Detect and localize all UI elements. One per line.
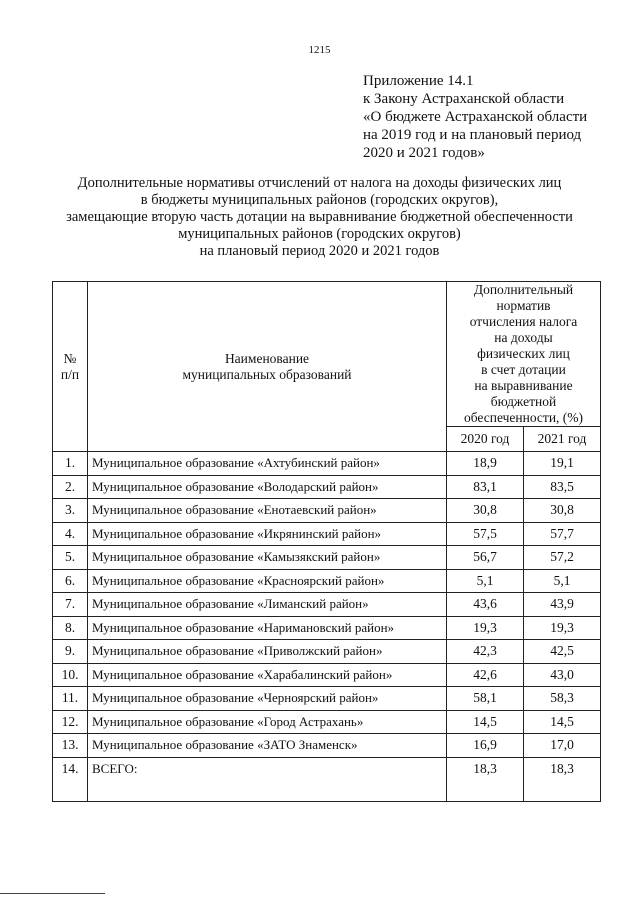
- row-name: Муниципальное образование «Приволжский район»: [88, 640, 447, 664]
- row-value-2020: 14,5: [447, 710, 524, 734]
- row-value-2020: 56,7: [447, 546, 524, 570]
- row-number: 5.: [53, 546, 88, 570]
- footer-divider: [0, 893, 105, 894]
- appendix-line: к Закону Астраханской области: [363, 91, 565, 107]
- title-line: Дополнительные нормативы отчислений от налога на доходы физических лиц: [77, 175, 562, 191]
- table-row: [53, 663, 601, 687]
- header-norm-line: физических лиц: [477, 346, 570, 361]
- table-row: [53, 734, 601, 758]
- table-row: [53, 452, 601, 476]
- table-row: [53, 710, 601, 734]
- row-value-2021: 19,3: [524, 616, 601, 640]
- header-name-line: муниципальных образований: [182, 366, 352, 382]
- header-number: [53, 282, 88, 452]
- header-year-2021: 2021 год: [524, 427, 601, 452]
- header-norm-line: норматив: [496, 298, 551, 313]
- row-name: Муниципальное образование «Володарский район»: [88, 475, 447, 499]
- row-value-2021: 14,5: [524, 710, 601, 734]
- row-name: Муниципальное образование «ЗАТО Знаменск»: [88, 734, 447, 758]
- table-row: [53, 499, 601, 523]
- table-row: [53, 546, 601, 570]
- header-norm-line: в счет дотации: [481, 362, 566, 377]
- row-value-2020: 18,9: [447, 452, 524, 476]
- row-value-2021: 30,8: [524, 499, 601, 523]
- row-number: 8.: [53, 616, 88, 640]
- row-value-2021: 19,1: [524, 452, 601, 476]
- table-row: [53, 593, 601, 617]
- row-value-2020: 83,1: [447, 475, 524, 499]
- row-value-2020: 42,6: [447, 663, 524, 687]
- row-number: 1.: [53, 452, 88, 476]
- row-name: Муниципальное образование «Харабалинский район»: [88, 663, 447, 687]
- row-number: 12.: [53, 710, 88, 734]
- title-line: замещающие вторую часть дотации на выравнивание бюджетной обеспеченности: [66, 209, 573, 225]
- header-number-line: №: [63, 350, 77, 366]
- header-year-2020: 2020 год: [447, 427, 524, 452]
- norms-table: [52, 281, 601, 802]
- total-number: 14.: [53, 757, 88, 801]
- title-line: на плановый период 2020 и 2021 годов: [199, 243, 440, 259]
- row-number: 13.: [53, 734, 88, 758]
- appendix-line: Приложение 14.1: [363, 73, 474, 89]
- header-norm-line: на доходы: [494, 330, 553, 345]
- row-value-2021: 43,0: [524, 663, 601, 687]
- header-name-line: Наименование: [224, 350, 310, 366]
- row-number: 10.: [53, 663, 88, 687]
- appendix-line: 2020 и 2021 годов»: [363, 145, 485, 161]
- row-value-2021: 57,7: [524, 522, 601, 546]
- header-norm-line: обеспеченности, (%): [463, 410, 584, 425]
- row-name: Муниципальное образование «Енотаевский район»: [88, 499, 447, 523]
- row-value-2021: 17,0: [524, 734, 601, 758]
- header-norm-line: отчисления налога: [469, 314, 578, 329]
- row-value-2021: 57,2: [524, 546, 601, 570]
- table-row: [53, 475, 601, 499]
- row-value-2021: 58,3: [524, 687, 601, 711]
- title-line: муниципальных районов (городских округов): [178, 226, 461, 242]
- row-number: 6.: [53, 569, 88, 593]
- row-number: 7.: [53, 593, 88, 617]
- row-value-2020: 58,1: [447, 687, 524, 711]
- row-value-2021: 42,5: [524, 640, 601, 664]
- row-name: Муниципальное образование «Лиманский район»: [88, 593, 447, 617]
- header-name: [88, 282, 447, 452]
- row-name: Муниципальное образование «Камызякский район»: [88, 546, 447, 570]
- appendix-line: «О бюджете Астраханской области: [363, 109, 588, 125]
- table-row: [53, 569, 601, 593]
- row-name: Муниципальное образование «Наримановский район»: [88, 616, 447, 640]
- table-row: [53, 522, 601, 546]
- table-row: [53, 640, 601, 664]
- row-value-2020: 5,1: [447, 569, 524, 593]
- total-value-2021: 18,3: [524, 757, 601, 801]
- total-row: [53, 757, 601, 801]
- total-value-2020: 18,3: [447, 757, 524, 801]
- title-line: в бюджеты муниципальных районов (городских округов),: [140, 192, 499, 208]
- row-value-2020: 42,3: [447, 640, 524, 664]
- row-number: 9.: [53, 640, 88, 664]
- row-value-2020: 30,8: [447, 499, 524, 523]
- row-name: Муниципальное образование «Ахтубинский район»: [88, 452, 447, 476]
- row-number: 2.: [53, 475, 88, 499]
- header-norm-line: на выравнивание: [474, 378, 573, 393]
- total-label: ВСЕГО:: [88, 757, 447, 801]
- row-name: Муниципальное образование «Город Астрахань»: [88, 710, 447, 734]
- table-row: [53, 616, 601, 640]
- row-name: Муниципальное образование «Черноярский район»: [88, 687, 447, 711]
- row-value-2021: 83,5: [524, 475, 601, 499]
- row-number: 4.: [53, 522, 88, 546]
- header-number-line: п/п: [60, 366, 80, 382]
- page-number: 1215: [308, 44, 331, 56]
- row-value-2021: 5,1: [524, 569, 601, 593]
- row-name: Муниципальное образование «Красноярский район»: [88, 569, 447, 593]
- appendix-block: [363, 72, 587, 162]
- row-number: 3.: [53, 499, 88, 523]
- header-norm-line: бюджетной: [490, 394, 557, 409]
- row-name: Муниципальное образование «Икрянинский район»: [88, 522, 447, 546]
- row-value-2020: 19,3: [447, 616, 524, 640]
- row-value-2021: 43,9: [524, 593, 601, 617]
- document-title: [0, 175, 639, 260]
- row-value-2020: 43,6: [447, 593, 524, 617]
- header-norm-line: Дополнительный: [473, 282, 574, 297]
- appendix-line: на 2019 год и на плановый период: [363, 127, 582, 143]
- row-value-2020: 57,5: [447, 522, 524, 546]
- header-norm: [447, 282, 601, 427]
- row-value-2020: 16,9: [447, 734, 524, 758]
- table-row: [53, 687, 601, 711]
- row-number: 11.: [53, 687, 88, 711]
